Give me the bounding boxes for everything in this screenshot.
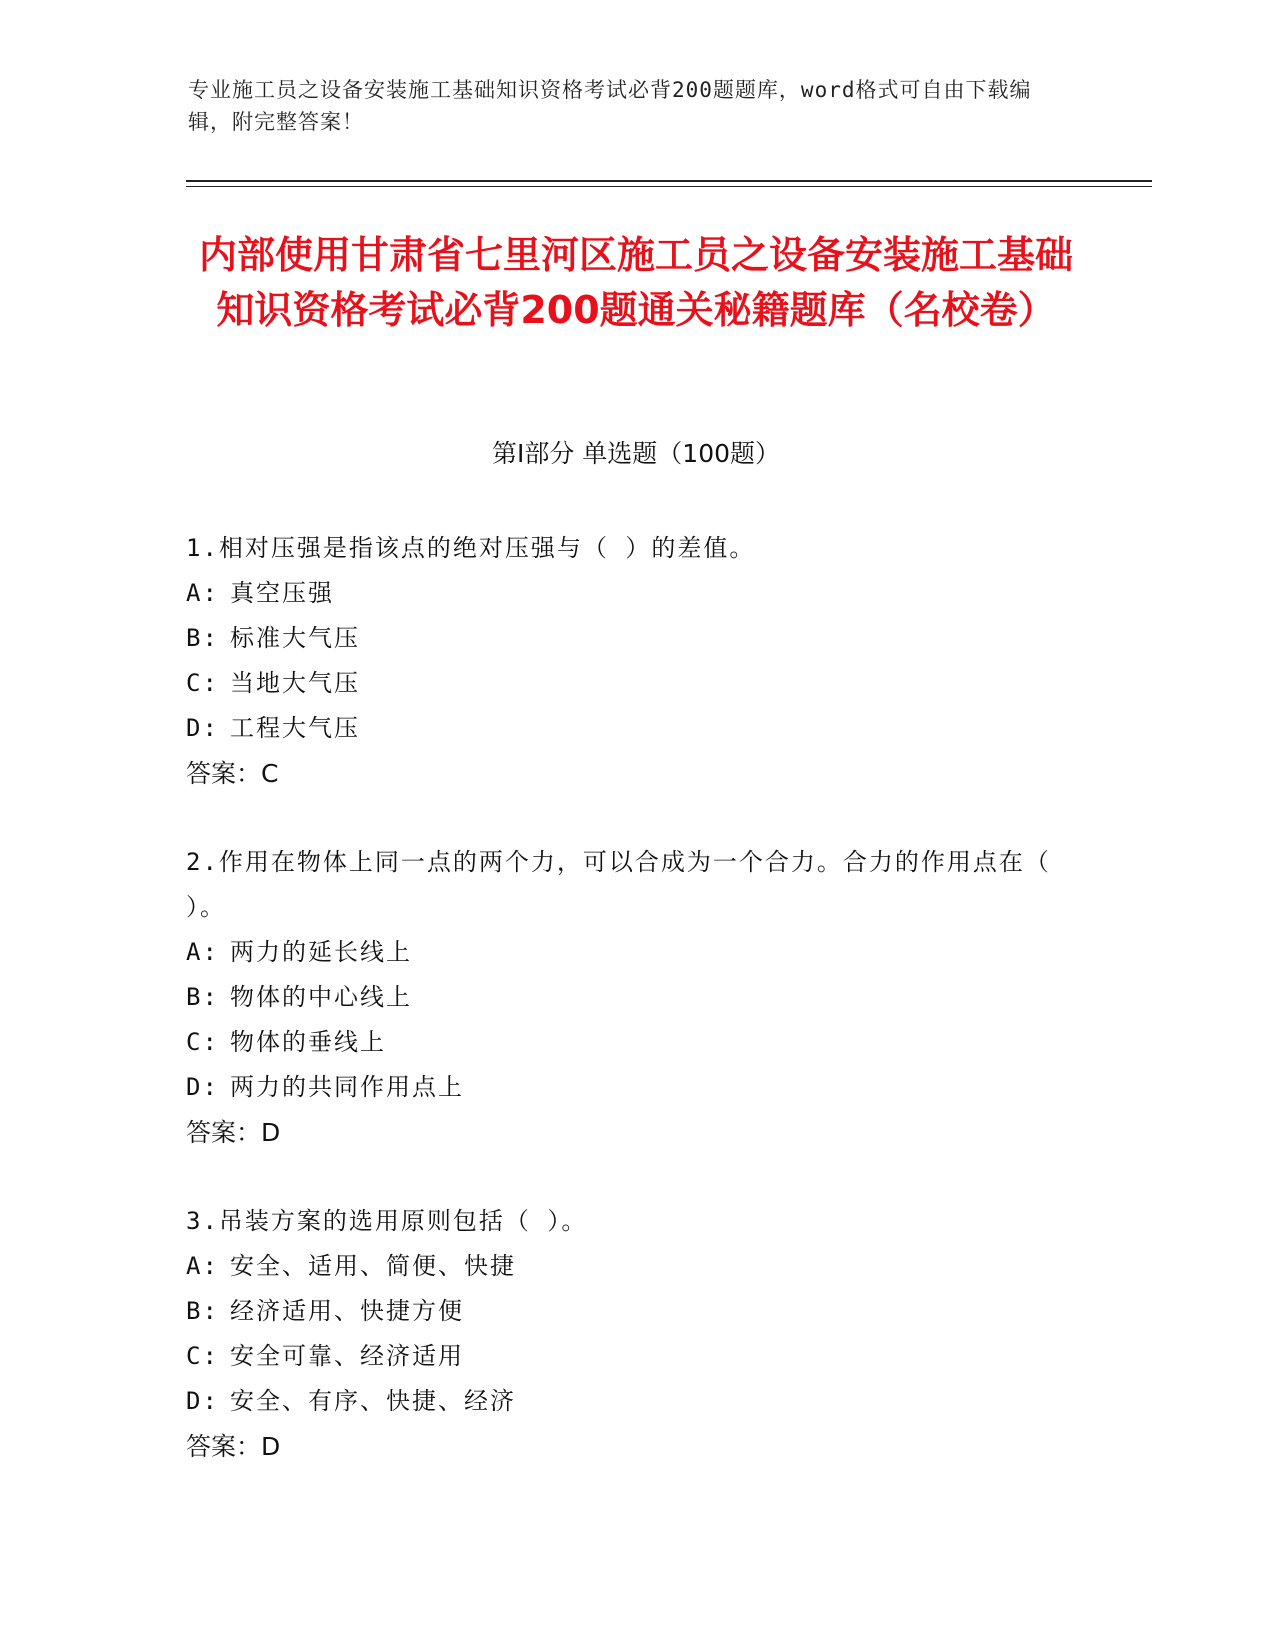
option-text: 物体的中心线上 xyxy=(230,983,412,1011)
option-key: D: xyxy=(186,1387,219,1415)
option-a xyxy=(186,1244,1086,1289)
section-title: 第Ⅰ部分 单选题（100题） xyxy=(491,439,781,468)
option-d xyxy=(186,1379,1086,1424)
question-item xyxy=(186,840,1086,1155)
option-c xyxy=(186,1334,1086,1379)
option-text: 真空压强 xyxy=(230,579,334,607)
question-item xyxy=(186,1199,1086,1469)
option-text: 安全可靠、经济适用 xyxy=(230,1342,464,1370)
option-text: 两力的延长线上 xyxy=(230,938,412,966)
option-c xyxy=(186,1020,1086,1065)
option-c xyxy=(186,661,1086,706)
header-note: 专业施工员之设备安装施工基础知识资格考试必背200题题库，word格式可自由下载编辑，附完整答案！ xyxy=(188,78,1032,134)
option-key: A: xyxy=(186,579,219,607)
question-stem: 2.作用在物体上同一点的两个力，可以合成为一个合力。合力的作用点在（ ）。 xyxy=(186,848,1051,921)
question-stem: 1.相对压强是指该点的绝对压强与（ ）的差值。 xyxy=(186,534,756,562)
option-text: 经济适用、快捷方便 xyxy=(230,1297,464,1325)
option-d xyxy=(186,706,1086,751)
option-key: B: xyxy=(186,624,219,652)
header-divider xyxy=(186,180,1152,182)
option-text: 安全、有序、快捷、经济 xyxy=(230,1387,516,1415)
option-b xyxy=(186,975,1086,1020)
question-list xyxy=(186,526,1086,1513)
option-text: 工程大气压 xyxy=(230,714,360,742)
option-key: C: xyxy=(186,669,219,697)
option-key: C: xyxy=(186,1342,219,1370)
option-a xyxy=(186,930,1086,975)
option-text: 安全、适用、简便、快捷 xyxy=(230,1252,516,1280)
document-title: 内部使用甘肃省七里河区施工员之设备安装施工基础知识资格考试必背200题通关秘籍题库（名校卷） xyxy=(198,233,1073,332)
option-text: 标准大气压 xyxy=(230,624,360,652)
option-d xyxy=(186,1065,1086,1110)
option-key: D: xyxy=(186,1073,219,1101)
option-a xyxy=(186,571,1086,616)
header-divider-thin xyxy=(186,186,1152,187)
option-key: A: xyxy=(186,938,219,966)
option-text: 物体的垂线上 xyxy=(230,1028,386,1056)
option-key: B: xyxy=(186,983,219,1011)
option-key: B: xyxy=(186,1297,219,1325)
answer-line: 答案：D xyxy=(186,1118,281,1147)
question-item xyxy=(186,526,1086,796)
question-stem: 3.吊装方案的选用原则包括（ ）。 xyxy=(186,1207,588,1235)
option-text: 两力的共同作用点上 xyxy=(230,1073,464,1101)
answer-line: 答案：D xyxy=(186,1432,281,1461)
option-b xyxy=(186,1289,1086,1334)
option-key: C: xyxy=(186,1028,219,1056)
option-key: D: xyxy=(186,714,219,742)
answer-line: 答案：C xyxy=(186,759,279,788)
option-b xyxy=(186,616,1086,661)
option-text: 当地大气压 xyxy=(230,669,360,697)
option-key: A: xyxy=(186,1252,219,1280)
